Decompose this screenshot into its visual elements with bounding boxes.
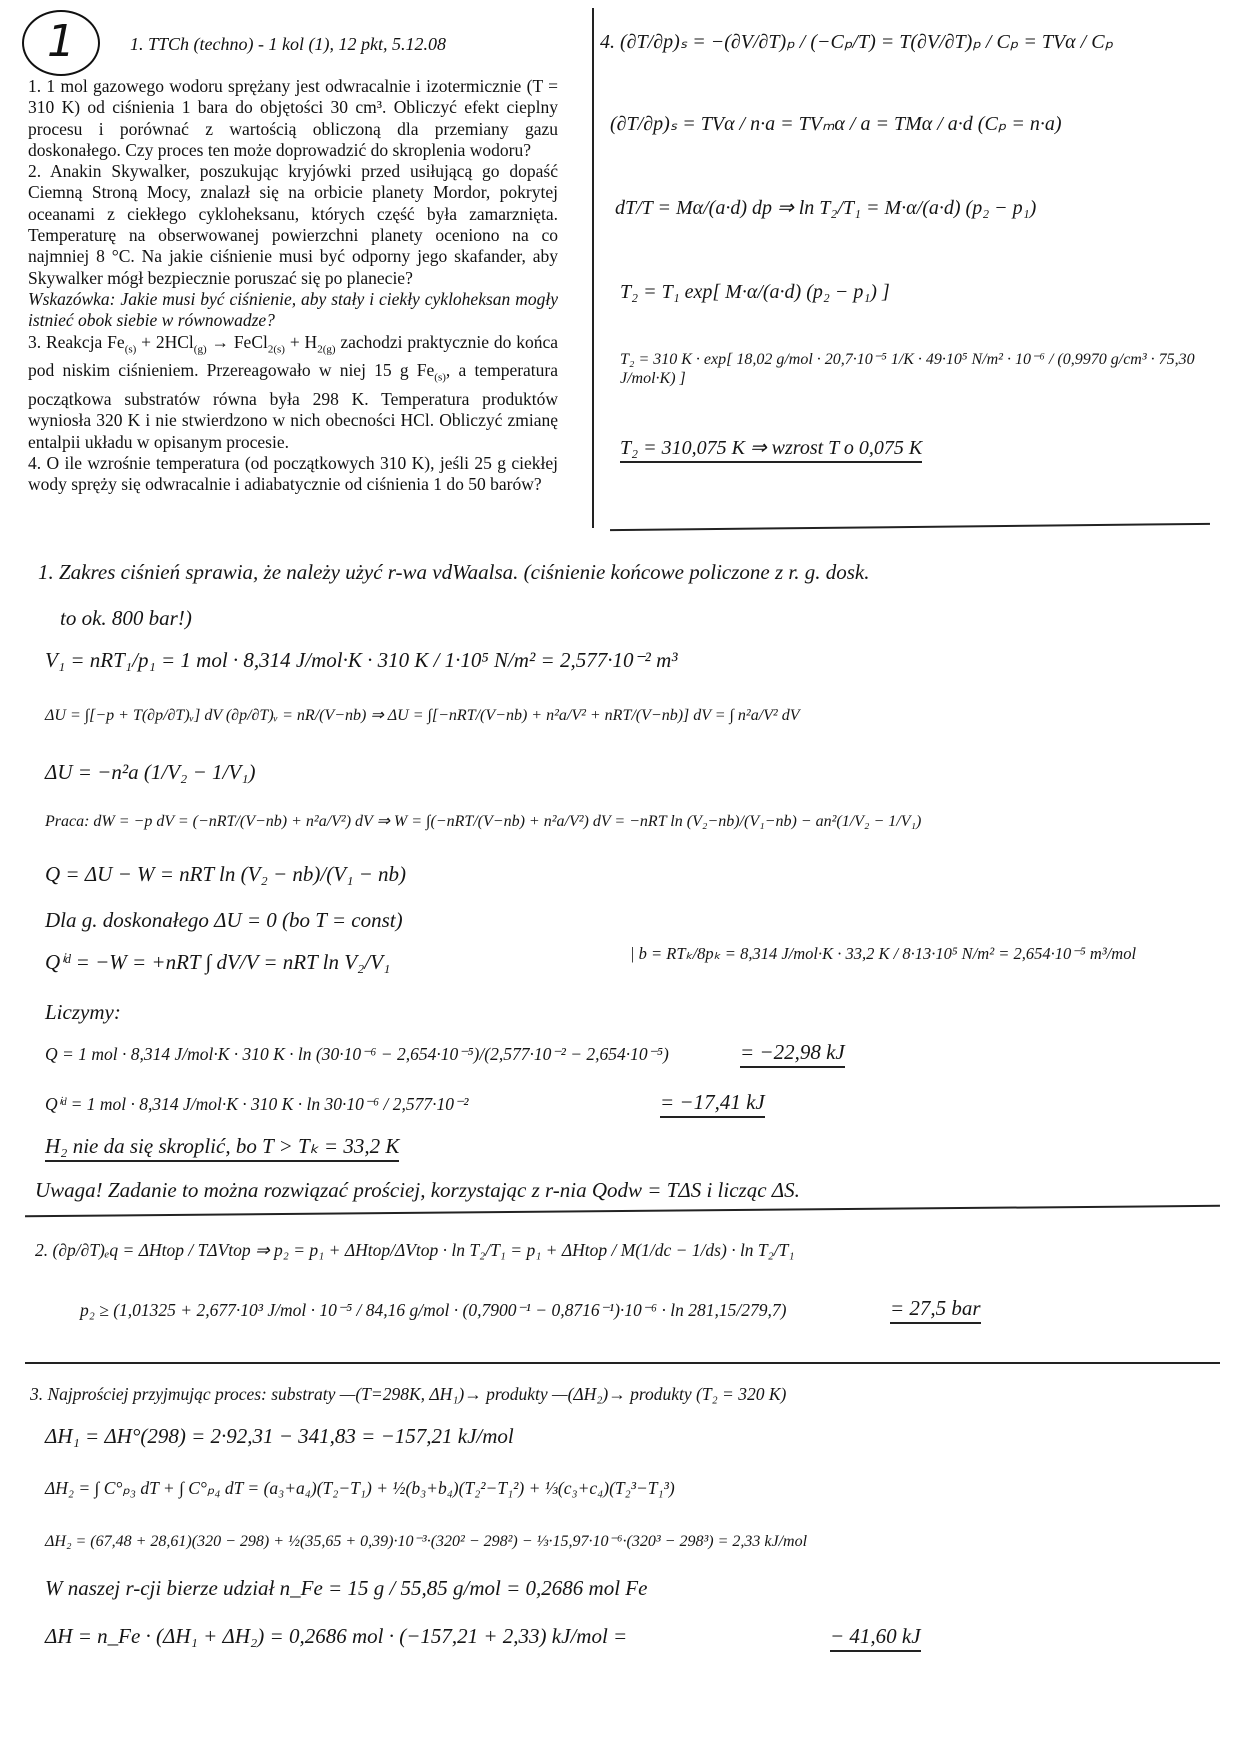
sol1-line: Qⁱᵈ = −W = +nRT ∫ dV/V = nRT ln V₂/V₁ <box>45 950 391 974</box>
sol2-result-text: = 27,5 bar <box>890 1296 981 1324</box>
sol1-line: | b = RTₖ/8pₖ = 8,314 J/mol·K · 33,2 K / 8·13·10⁵ N/m² = 2,654·10⁻⁵ m³/mol <box>630 944 1137 963</box>
sol2-result <box>890 1296 981 1321</box>
sol1-result-qid <box>660 1090 765 1115</box>
sol3-result-text: − 41,60 kJ <box>830 1624 921 1652</box>
sol2-line: p₂ ≥ (1,01325 + 2,677·10³ J/mol · 10⁻⁵ / 84,16 g/mol · (0,7900⁻¹ − 0,8716⁻¹)·10⁻⁶ · ln 281,15/279,7) <box>80 1300 787 1320</box>
sol1-line: to ok. 800 bar!) <box>60 606 192 630</box>
sol1-line: Liczymy: <box>45 1000 121 1024</box>
problem-4: 4. O ile wzrośnie temperatura (od początkowych 310 K), jeśli 25 g ciekłej wody spręży się odwracalnie i adiabatycznie od ciśnienia 1 do 50 barów? <box>28 453 558 495</box>
sol1-line: ΔU = ∫[−p + T(∂p/∂T)ᵥ] dV (∂p/∂T)ᵥ = nR/(V−nb) ⇒ ΔU = ∫[−nRT/(V−nb) + n²a/V² + nRT/(V−nb)] dV = ∫ n²a/V² dV <box>45 707 800 724</box>
sol1-line: Q = 1 mol · 8,314 J/mol·K · 310 K · ln (30·10⁻⁶ − 2,654·10⁻⁵)/(2,577·10⁻² − 2,654·10⁻⁵) <box>45 1044 669 1064</box>
problem-3-text: , a temperatura początkowa substratów równa była 298 K. Temperatura produktów wyniosła 320 K i nie stwierdzono w nich obecności HCl. Obliczyć zmianę entalpii układu w opisanym procesie. <box>28 360 559 452</box>
sol4-line: 4. (∂T/∂p)ₛ = −(∂V/∂T)ₚ / (−Cₚ/T) = T(∂V/∂T)ₚ / Cₚ = TVα / Cₚ <box>600 31 1114 53</box>
problem-statements <box>28 76 558 496</box>
sol1-line: V₁ = nRT₁/p₁ = 1 mol · 8,314 J/mol·K · 310 K / 1·10⁵ N/m² = 2,577·10⁻² m³ <box>45 648 678 672</box>
sol4-line: dT/T = Mα/(a·d) dp ⇒ ln T₂/T₁ = M·α/(a·d) (p₂ − p₁) <box>615 197 1037 219</box>
problem-3-text: + H <box>284 331 318 352</box>
problem-1: 1. 1 mol gazowego wodoru sprężany jest odwracalnie i izotermicznie (T = 310 K) od ciśnienia 1 bara do objętości 30 cm³. Obliczyć efekt cieplny procesu i porównać z wartością obliczoną dla przemiany gazu doskonałego. Czy proces ten może doprowadzić do skroplenia wodoru? <box>28 76 558 160</box>
phase-subscript: 2(s) <box>267 343 285 356</box>
problem-3-text: + 2HCl <box>136 331 194 352</box>
sol1-line: Qⁱᵈ = 1 mol · 8,314 J/mol·K · 310 K · ln 30·10⁻⁶ / 2,577·10⁻² <box>45 1094 469 1114</box>
phase-subscript: (s) <box>434 371 446 384</box>
sol1-result-q-text: = −22,98 kJ <box>740 1040 845 1068</box>
sol1-result-q <box>740 1040 845 1065</box>
sol4-line: T₂ = 310 K · exp[ 18,02 g/mol · 20,7·10⁻⁵ 1/K · 49·10⁵ N/m² · 10⁻⁶ / (0,9970 g/cm³ · 75,30 J/mol·K) ] <box>620 351 1195 388</box>
sol1-line: ΔU = −n²a (1/V₂ − 1/V₁) <box>45 760 256 784</box>
sol1-line: 1. Zakres ciśnień sprawia, że należy użyć r-wa vdWaalsa. (ciśnienie końcowe policzone z r. g. dosk. <box>38 560 870 584</box>
sol3-line: ΔH₁ = ΔH°(298) = 2·92,31 − 341,83 = −157,21 kJ/mol <box>45 1424 514 1448</box>
sol1-line: Praca: dW = −p dV = (−nRT/(V−nb) + n²a/V²) dV ⇒ W = ∫(−nRT/(V−nb) + n²a/V²) dV = −nRT ln (V₂−nb)/(V₁−nb) − an²(1/V₂ − 1/V₁) <box>45 813 922 830</box>
problem-2: 2. Anakin Skywalker, poszukując kryjówki przed usiłującą go dopaść Ciemną Stroną Mocy, znalazł się na orbicie planety Mordor, pokrytej oceanami z ciekłego cykloheksanu, których część była zamarznięta. Temperaturę na obserwowanej powierzchni planety oceniono na co najmniej 8 °C. Na jakie ciśnienie musi być odporny jego skafander, aby Skywalker mógł bezpiecznie poruszać się po planecie? <box>28 161 558 288</box>
sol1-result-qid-text: = −17,41 kJ <box>660 1090 765 1118</box>
sol1-line <box>45 1134 399 1159</box>
phase-subscript: (s) <box>124 343 137 356</box>
exam-title: 1. TTCh (techno) - 1 kol (1), 12 pkt, 5.12.08 <box>130 34 446 54</box>
divider <box>610 523 1210 531</box>
sol2-line: 2. (∂p/∂T)ₑq = ΔHtop / TΔVtop ⇒ p₂ = p₁ + ΔHtop/ΔVtop · ln T₂/T₁ = p₁ + ΔHtop / M(1/dc − 1/ds) · ln T₂/T₁ <box>35 1240 795 1260</box>
sol4-line: T₂ = T₁ exp[ M·α/(a·d) (p₂ − p₁) ] <box>620 281 890 303</box>
sol3-line: ΔH₂ = ∫ C°ₚ₃ dT + ∫ C°ₚ₄ dT = (a₃+a₄)(T₂−T₁) + ½(b₃+b₄)(T₂²−T₁²) + ⅓(c₃+c₄)(T₂³−T₁³) <box>45 1478 675 1498</box>
sol3-line: ΔH = n_Fe · (ΔH₁ + ΔH₂) = 0,2686 mol · (−157,21 + 2,33) kJ/mol = <box>45 1624 628 1648</box>
sol1-line: Dla g. doskonałego ΔU = 0 (bo T = const) <box>45 908 403 932</box>
phase-subscript: (g) <box>193 343 207 356</box>
problem-3-text: zachodzi praktycznie do końca pod niskim ciśnieniem. Przereagowało w niej 15 g Fe <box>28 331 558 381</box>
sol1-note: Uwaga! Zadanie to można rozwiązać prościej, korzystając z r-nia Qodw = TΔS i licząc ΔS. <box>35 1178 800 1202</box>
sol4-result <box>620 436 922 460</box>
sol4-line: (∂T/∂p)ₛ = TVα / n·a = TVₘα / a = TMα / a·d (Cₚ = n·a) <box>610 113 1062 135</box>
sol1-conclusion: H₂ nie da się skroplić, bo T > Tₖ = 33,2 K <box>45 1134 399 1162</box>
problem-2-hint: Wskazówka: Jakie musi być ciśnienie, aby stały i ciekły cykloheksan mogły istnieć obok siebie w równowadze? <box>28 288 558 331</box>
phase-subscript: 2(g) <box>317 343 336 356</box>
sol3-line: 3. Najprościej przyjmując proces: substraty —(T=298K, ΔH₁)→ produkty —(ΔH₂)→ produkty (T₂ = 320 K) <box>30 1384 787 1404</box>
vertical-divider <box>592 8 594 528</box>
problem-3-text: → FeCl <box>206 331 268 352</box>
sol3-line: W naszej r-cji bierze udział n_Fe = 15 g / 55,85 g/mol = 0,2686 mol Fe <box>45 1576 648 1600</box>
divider <box>25 1205 1220 1217</box>
sol3-result <box>830 1624 921 1649</box>
problem-3-text: 3. Reakcja Fe <box>28 331 125 352</box>
circled-page-number: 1 <box>22 10 100 76</box>
problem-3 <box>28 332 558 453</box>
sol3-line: ΔH₂ = (67,48 + 28,61)(320 − 298) + ½(35,65 + 0,39)·10⁻³·(320² − 298²) − ⅓·15,97·10⁻⁶·(320³ − 298³) = 2,33 kJ/mol <box>45 1533 808 1550</box>
divider <box>25 1362 1220 1364</box>
sol4-result-text: T₂ = 310,075 K ⇒ wzrost T o 0,075 K <box>620 437 922 463</box>
sol1-line: Q = ΔU − W = nRT ln (V₂ − nb)/(V₁ − nb) <box>45 862 407 886</box>
